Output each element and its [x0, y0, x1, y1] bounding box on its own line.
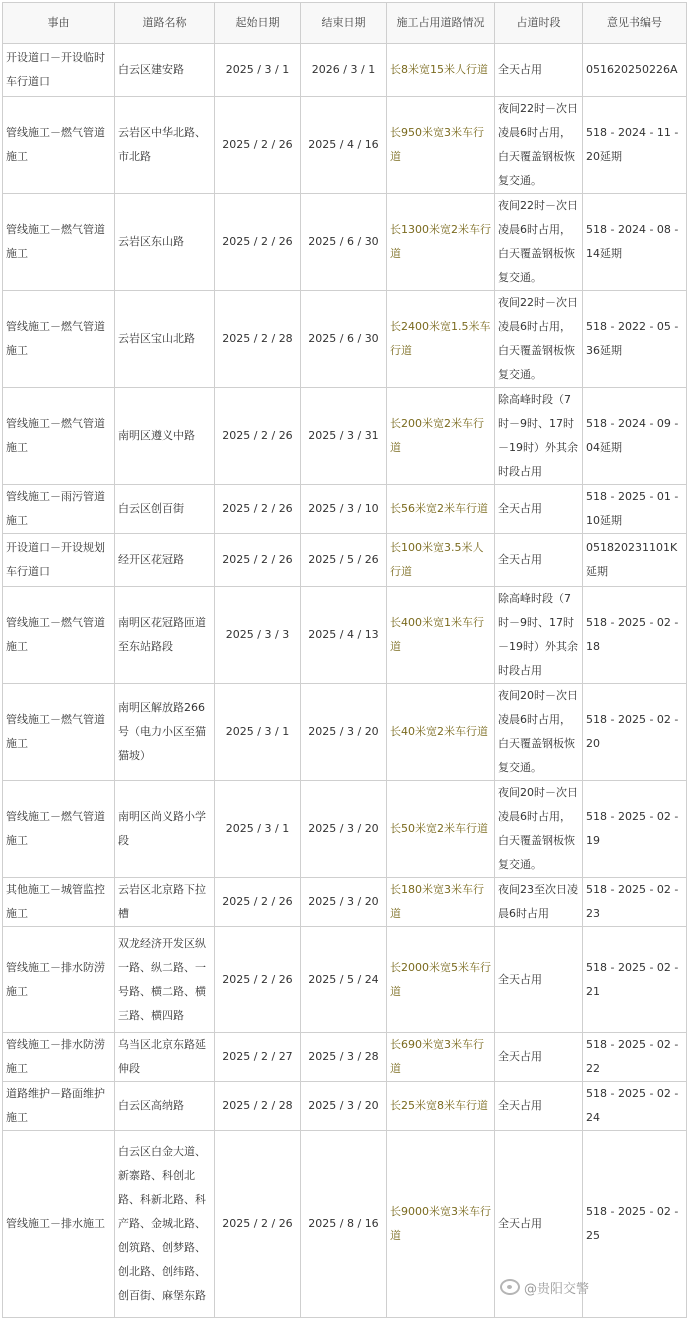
cell-period: 夜间22时－次日凌晨6时占用，白天覆盖钢板恢复交通。: [495, 291, 583, 388]
cell-doc-no: 518 - 2025 - 02 - 20: [583, 684, 687, 781]
cell-road: 乌当区北京东路延伸段: [115, 1033, 215, 1082]
cell-reason: 管线施工－雨污管道施工: [3, 485, 115, 534]
header-reason: 事由: [3, 3, 115, 44]
watermark: [500, 1275, 589, 1299]
table-header-row: [3, 3, 687, 44]
table-row: [3, 97, 687, 194]
cell-road: 南明区尚义路小学段: [115, 781, 215, 878]
cell-reason: 管线施工－燃气管道施工: [3, 97, 115, 194]
cell-occupancy: 长2000米宽5米车行道: [387, 927, 495, 1033]
cell-start-date: 2025 / 2 / 26: [215, 534, 301, 587]
cell-road: 经开区花冠路: [115, 534, 215, 587]
table-row: [3, 781, 687, 878]
watermark-text: @贵阳交警: [524, 1281, 590, 1297]
cell-end-date: 2025 / 8 / 16: [301, 1131, 387, 1318]
table-row: [3, 927, 687, 1033]
cell-occupancy: 长100米宽3.5米人行道: [387, 534, 495, 587]
table-row: [3, 291, 687, 388]
cell-occupancy: 长200米宽2米车行道: [387, 388, 495, 485]
cell-doc-no: 518 - 2025 - 01 - 10延期: [583, 485, 687, 534]
cell-road: 云岩区宝山北路: [115, 291, 215, 388]
cell-start-date: 2025 / 2 / 26: [215, 388, 301, 485]
header-road: 道路名称: [115, 3, 215, 44]
table-row: [3, 485, 687, 534]
cell-reason: 管线施工－燃气管道施工: [3, 388, 115, 485]
table-row: [3, 878, 687, 927]
cell-doc-no: 518 - 2024 - 09 - 04延期: [583, 388, 687, 485]
table-row: [3, 388, 687, 485]
cell-start-date: 2025 / 3 / 1: [215, 684, 301, 781]
header-start-date: 起始日期: [215, 3, 301, 44]
cell-start-date: 2025 / 3 / 1: [215, 44, 301, 97]
header-doc-no: 意见书编号: [583, 3, 687, 44]
cell-occupancy: 长690米宽3米车行道: [387, 1033, 495, 1082]
cell-end-date: 2025 / 3 / 20: [301, 878, 387, 927]
cell-reason: 开设道口－开设规划车行道口: [3, 534, 115, 587]
cell-occupancy: 长400米宽1米车行道: [387, 587, 495, 684]
cell-end-date: 2025 / 4 / 13: [301, 587, 387, 684]
header-occupancy: 施工占用道路情况: [387, 3, 495, 44]
cell-road: 白云区创百街: [115, 485, 215, 534]
table-row: [3, 587, 687, 684]
cell-occupancy: 长2400米宽1.5米车行道: [387, 291, 495, 388]
table-row: [3, 44, 687, 97]
cell-occupancy: 长25米宽8米车行道: [387, 1082, 495, 1131]
cell-doc-no: 051820231101K延期: [583, 534, 687, 587]
cell-period: 夜间20时－次日凌晨6时占用，白天覆盖钢板恢复交通。: [495, 684, 583, 781]
cell-reason: 管线施工－排水防涝施工: [3, 927, 115, 1033]
cell-period: 夜间22时－次日凌晨6时占用，白天覆盖钢板恢复交通。: [495, 97, 583, 194]
cell-start-date: 2025 / 2 / 26: [215, 97, 301, 194]
cell-reason: 管线施工－燃气管道施工: [3, 781, 115, 878]
cell-start-date: 2025 / 2 / 28: [215, 291, 301, 388]
table-row: [3, 1082, 687, 1131]
cell-doc-no: 518 - 2025 - 02 - 21: [583, 927, 687, 1033]
weibo-icon: [500, 1279, 520, 1295]
cell-road: 云岩区中华北路、市北路: [115, 97, 215, 194]
cell-period: 夜间22时－次日凌晨6时占用，白天覆盖钢板恢复交通。: [495, 194, 583, 291]
cell-occupancy: 长180米宽3米车行道: [387, 878, 495, 927]
cell-end-date: 2025 / 3 / 20: [301, 781, 387, 878]
cell-doc-no: 518 - 2025 - 02 - 25: [583, 1131, 687, 1318]
cell-road: 白云区高纳路: [115, 1082, 215, 1131]
cell-doc-no: 518 - 2025 - 02 - 18: [583, 587, 687, 684]
cell-end-date: 2025 / 3 / 20: [301, 1082, 387, 1131]
cell-road: 南明区花冠路匝道至东站路段: [115, 587, 215, 684]
cell-start-date: 2025 / 3 / 3: [215, 587, 301, 684]
cell-period: 全天占用: [495, 44, 583, 97]
cell-reason: 管线施工－燃气管道施工: [3, 194, 115, 291]
cell-start-date: 2025 / 2 / 28: [215, 1082, 301, 1131]
header-end-date: 结束日期: [301, 3, 387, 44]
cell-road: 双龙经济开发区纵一路、纵二路、一号路、横二路、横三路、横四路: [115, 927, 215, 1033]
cell-road: 白云区建安路: [115, 44, 215, 97]
cell-reason: 管线施工－排水防涝施工: [3, 1033, 115, 1082]
cell-start-date: 2025 / 2 / 26: [215, 878, 301, 927]
cell-start-date: 2025 / 3 / 1: [215, 781, 301, 878]
cell-period: 全天占用: [495, 1131, 583, 1318]
cell-start-date: 2025 / 2 / 26: [215, 927, 301, 1033]
cell-occupancy: 长950米宽3米车行道: [387, 97, 495, 194]
cell-reason: 开设道口－开设临时车行道口: [3, 44, 115, 97]
cell-end-date: 2025 / 3 / 10: [301, 485, 387, 534]
cell-doc-no: 518 - 2022 - 05 - 36延期: [583, 291, 687, 388]
table-row: [3, 1033, 687, 1082]
cell-doc-no: 518 - 2025 - 02 - 19: [583, 781, 687, 878]
table-row: [3, 684, 687, 781]
cell-occupancy: 长50米宽2米车行道: [387, 781, 495, 878]
cell-road: 南明区遵义中路: [115, 388, 215, 485]
cell-period: 全天占用: [495, 1082, 583, 1131]
cell-end-date: 2025 / 3 / 20: [301, 684, 387, 781]
cell-start-date: 2025 / 2 / 26: [215, 194, 301, 291]
cell-period: 除高峰时段（7时－9时、17时－19时）外其余时段占用: [495, 587, 583, 684]
cell-reason: 道路维护－路面维护施工: [3, 1082, 115, 1131]
cell-reason: 其他施工－城管监控施工: [3, 878, 115, 927]
cell-period: 全天占用: [495, 1033, 583, 1082]
cell-end-date: 2025 / 4 / 16: [301, 97, 387, 194]
cell-period: 全天占用: [495, 534, 583, 587]
cell-doc-no: 518 - 2025 - 02 - 23: [583, 878, 687, 927]
cell-reason: 管线施工－燃气管道施工: [3, 291, 115, 388]
cell-doc-no: 518 - 2025 - 02 - 22: [583, 1033, 687, 1082]
cell-period: 除高峰时段（7时－9时、17时－19时）外其余时段占用: [495, 388, 583, 485]
table-row: [3, 534, 687, 587]
cell-reason: 管线施工－排水施工: [3, 1131, 115, 1318]
cell-period: 全天占用: [495, 927, 583, 1033]
cell-doc-no: 051620250226A: [583, 44, 687, 97]
cell-end-date: 2025 / 3 / 28: [301, 1033, 387, 1082]
cell-start-date: 2025 / 2 / 26: [215, 1131, 301, 1318]
cell-period: 全天占用: [495, 485, 583, 534]
cell-occupancy: 长56米宽2米车行道: [387, 485, 495, 534]
table-row: [3, 194, 687, 291]
cell-reason: 管线施工－燃气管道施工: [3, 587, 115, 684]
cell-end-date: 2025 / 5 / 24: [301, 927, 387, 1033]
cell-period: 夜间20时－次日凌晨6时占用，白天覆盖钢板恢复交通。: [495, 781, 583, 878]
cell-doc-no: 518 - 2024 - 08 - 14延期: [583, 194, 687, 291]
cell-road: 云岩区北京路下拉槽: [115, 878, 215, 927]
cell-start-date: 2025 / 2 / 27: [215, 1033, 301, 1082]
cell-end-date: 2025 / 6 / 30: [301, 194, 387, 291]
cell-occupancy: 长8米宽15米人行道: [387, 44, 495, 97]
header-period: 占道时段: [495, 3, 583, 44]
cell-occupancy: 长9000米宽3米车行道: [387, 1131, 495, 1318]
cell-doc-no: 518 - 2025 - 02 - 24: [583, 1082, 687, 1131]
cell-occupancy: 长1300米宽2米车行道: [387, 194, 495, 291]
cell-end-date: 2025 / 6 / 30: [301, 291, 387, 388]
cell-reason: 管线施工－燃气管道施工: [3, 684, 115, 781]
cell-period: 夜间23至次日凌晨6时占用: [495, 878, 583, 927]
cell-occupancy: 长40米宽2米车行道: [387, 684, 495, 781]
cell-end-date: 2026 / 3 / 1: [301, 44, 387, 97]
cell-road: 云岩区东山路: [115, 194, 215, 291]
cell-end-date: 2025 / 5 / 26: [301, 534, 387, 587]
cell-road: 南明区解放路266号（电力小区至猫猫坡）: [115, 684, 215, 781]
roadwork-table: [2, 2, 687, 1318]
cell-road: 白云区白金大道、新寨路、科创北路、科新北路、科产路、金城北路、创筑路、创梦路、创北路、创纬路、创百街、麻堡东路: [115, 1131, 215, 1318]
cell-end-date: 2025 / 3 / 31: [301, 388, 387, 485]
cell-doc-no: 518 - 2024 - 11 - 20延期: [583, 97, 687, 194]
cell-start-date: 2025 / 2 / 26: [215, 485, 301, 534]
